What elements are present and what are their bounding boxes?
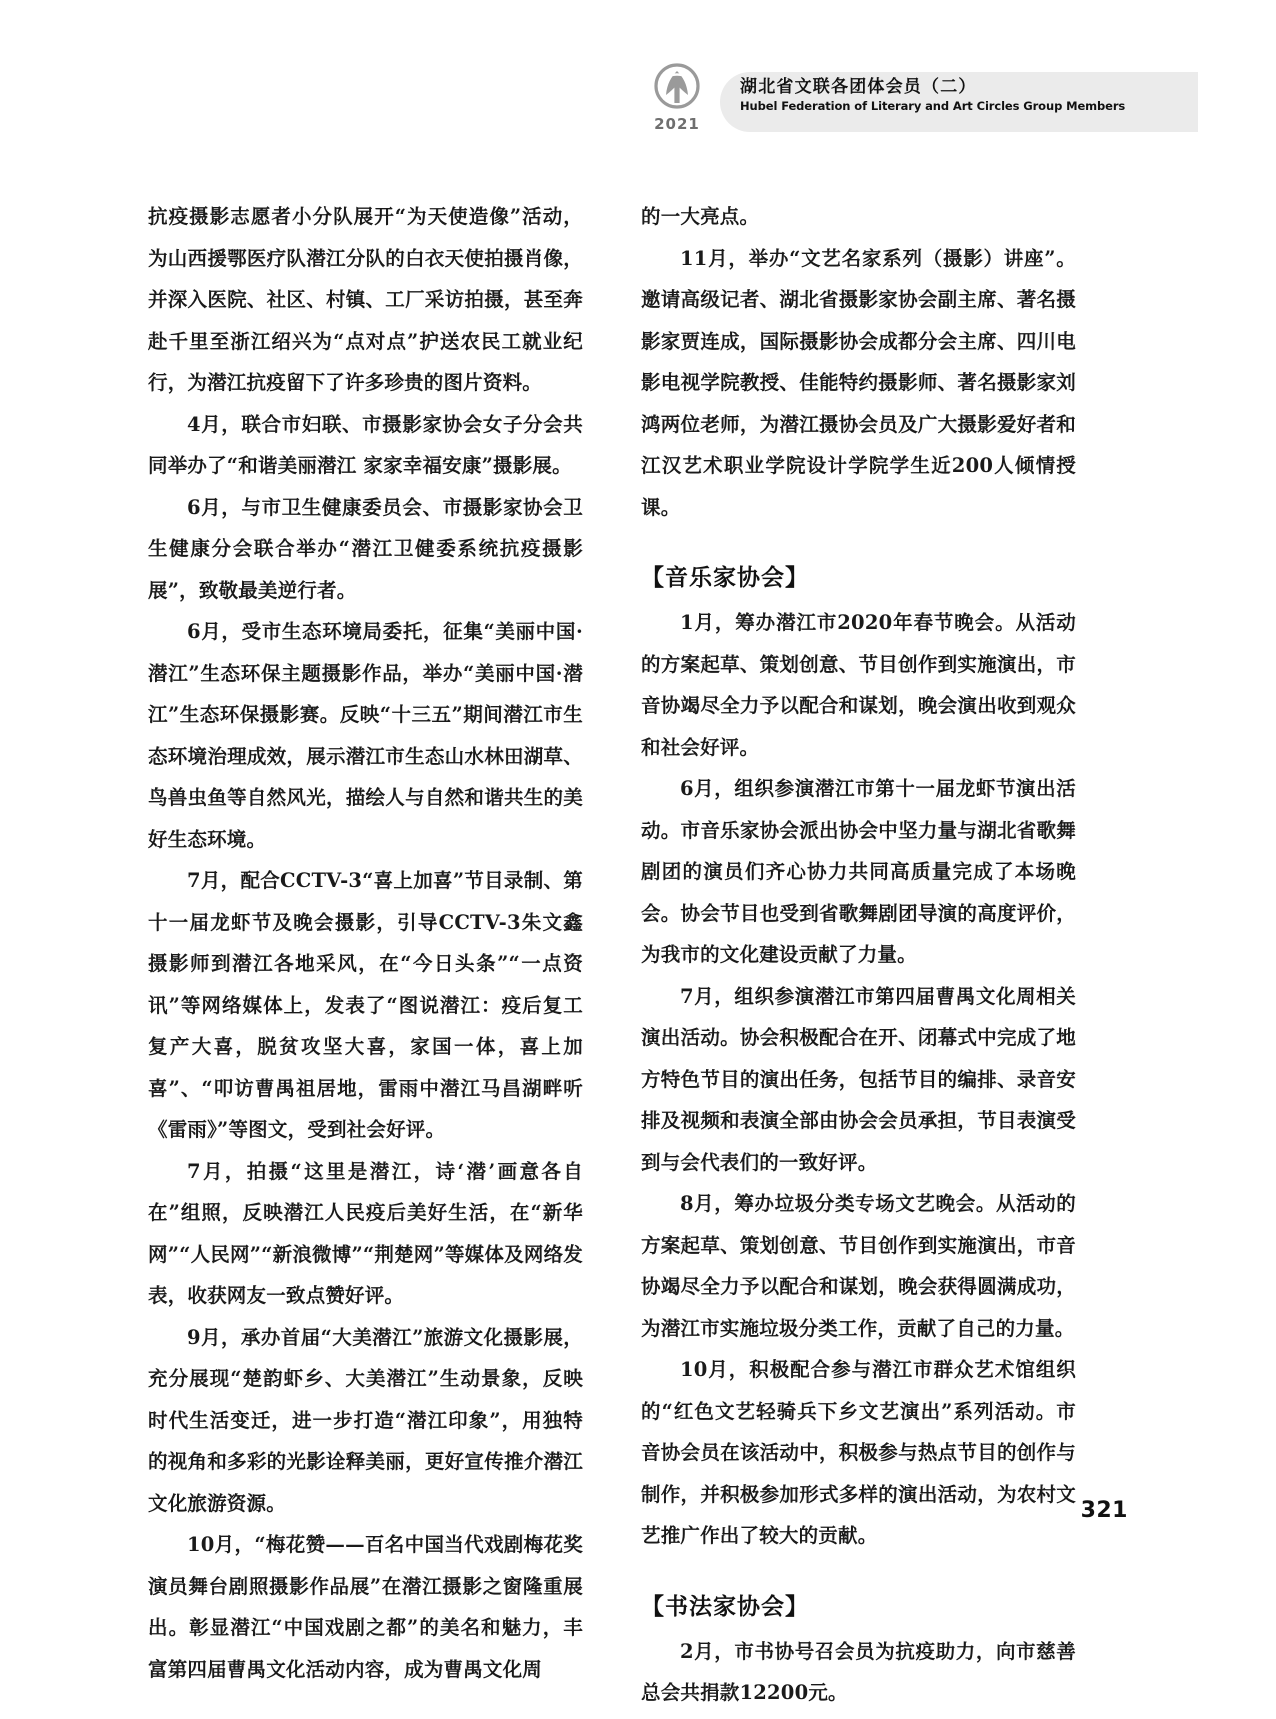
paragraph: 4月，联合市妇联、市摄影家协会女子分会共同举办了“和谐美丽潜江 家家幸福安康”摄影展。 bbox=[148, 412, 583, 477]
paragraph: 10月，积极配合参与潜江市群众艺术馆组织的“红色文艺轻骑兵下乡文艺演出”系列活动。市音协会员在该活动中，积极参与热点节目的创作与制作，并积极参加形式多样的演出活动，为农村文艺推广作出了较大的贡献。 bbox=[641, 1358, 1076, 1547]
paragraph: 7月，配合CCTV-3“喜上加喜”节目录制、第十一届龙虾节及晚会摄影，引导CCTV-3朱文鑫摄影师到潜江各地采风，在“今日头条”“一点资讯”等网络媒体上，发表了“图说潜江：疫后复工复产大喜，脱贫攻坚大喜，家国一体，喜上加喜”、“叩访曹禺祖居地，雷雨中潜江马昌湖畔听《雷雨》”等图文，受到社会好评。 bbox=[148, 869, 583, 1141]
paragraph: 6月，受市生态环境局委托，征集“美丽中国·潜江”生态环保主题摄影作品，举办“美丽中国·潜江”生态环保摄影赛。反映“十三五”期间潜江市生态环境治理成效，展示潜江市生态山水林田湖草、鸟兽虫鱼等自然风光，描绘人与自然和谐共生的美好生态环境。 bbox=[148, 620, 583, 851]
left-text-column bbox=[148, 196, 583, 1714]
paragraph: 的一大亮点。 bbox=[641, 205, 760, 228]
paragraph: 抗疫摄影志愿者小分队展开“为天使造像”活动，为山西援鄂医疗队潜江分队的白衣天使拍摄肖像，并深入医院、社区、村镇、工厂采访拍摄，甚至奔赴千里至浙江绍兴为“点对点”护送农民工就业纪行，为潜江抗疫留下了许多珍贵的图片资料。 bbox=[148, 205, 583, 394]
paragraph: 1月，筹办潜江市2020年春节晚会。从活动的方案起草、策划创意、节目创作到实施演出，市音协竭尽全力予以配合和谋划，晚会演出收到观众和社会好评。 bbox=[641, 611, 1076, 759]
publication-logo bbox=[640, 62, 714, 144]
section-heading: 【书法家协会】 bbox=[641, 1593, 809, 1620]
page-number: 321 bbox=[1080, 1498, 1128, 1523]
paragraph: 7月，组织参演潜江市第四届曹禺文化周相关演出活动。协会积极配合在开、闭幕式中完成了地方特色节目的演出任务，包括节目的编排、录音安排及视频和表演全部由协会会员承担，节目表演受到与会代表们的一致好评。 bbox=[641, 984, 1076, 1174]
paragraph: 11月，举办“文艺名家系列（摄影）讲座”。邀请高级记者、湖北省摄影家协会副主席、著名摄影家贾连成，国际摄影协会成都分会主席、四川电影电视学院教授、佳能特约摄影师、著名摄影家刘鸿两位老师，为潜江摄协会员及广大摄影爱好者和江汉艺术职业学院设计学院学生近200人倾情授课。 bbox=[641, 246, 1076, 519]
right-text-column bbox=[641, 196, 1076, 1714]
paragraph: 6月，组织参演潜江市第十一届龙虾节演出活动。市音乐家协会派出协会中坚力量与湖北省歌舞剧团的演员们齐心协力共同高质量完成了本场晚会。协会节目也受到省歌舞剧团导演的高度评价，为我市的文化建设贡献了力量。 bbox=[641, 777, 1076, 966]
header-title-group bbox=[740, 76, 1125, 114]
paragraph: 10月，“梅花赞——百名中国当代戏剧梅花奖演员舞台剧照摄影作品展”在潜江摄影之窗隆重展出。彰显潜江“中国戏剧之都”的美名和魅力，丰富第四届曹禺文化活动内容，成为曹禺文化周 bbox=[148, 1533, 583, 1681]
hubei-federation-emblem-icon bbox=[651, 62, 703, 114]
paragraph: 7月，拍摄“这里是潜江，诗‘潜’画意各自在”组照，反映潜江人民疫后美好生活，在“新华网”“人民网”“新浪微博”“荆楚网”等媒体及网络发表，收获网友一致点赞好评。 bbox=[148, 1159, 583, 1307]
paragraph: 8月，筹办垃圾分类专场文艺晚会。从活动的方案起草、策划创意、节目创作到实施演出，市音协竭尽全力予以配合和谋划，晚会获得圆满成功，为潜江市实施垃圾分类工作，贡献了自己的力量。 bbox=[641, 1192, 1076, 1340]
header-title-chinese: 湖北省文联各团体会员（二） bbox=[740, 77, 977, 97]
publication-year: 2021 bbox=[654, 115, 700, 133]
page-body bbox=[148, 196, 1076, 1714]
section-heading: 【音乐家协会】 bbox=[641, 565, 809, 591]
page-running-header bbox=[640, 62, 1140, 144]
header-title-english: Hubel Federation of Literary and Art Circles Group Members bbox=[740, 99, 1126, 113]
paragraph: 2月，市书协号召会员为抗疫助力，向市慈善总会共捐款12200元。 bbox=[641, 1639, 1076, 1704]
paragraph: 6月，与市卫生健康委员会、市摄影家协会卫生健康分会联合举办“潜江卫健委系统抗疫摄影展”，致敬最美逆行者。 bbox=[148, 495, 583, 602]
paragraph: 9月，承办首届“大美潜江”旅游文化摄影展，充分展现“楚韵虾乡、大美潜江”生动景象，反映时代生活变迁，进一步打造“潜江印象”，用独特的视角和多彩的光影诠释美丽，更好宣传推介潜江文化旅游资源。 bbox=[148, 1325, 583, 1515]
